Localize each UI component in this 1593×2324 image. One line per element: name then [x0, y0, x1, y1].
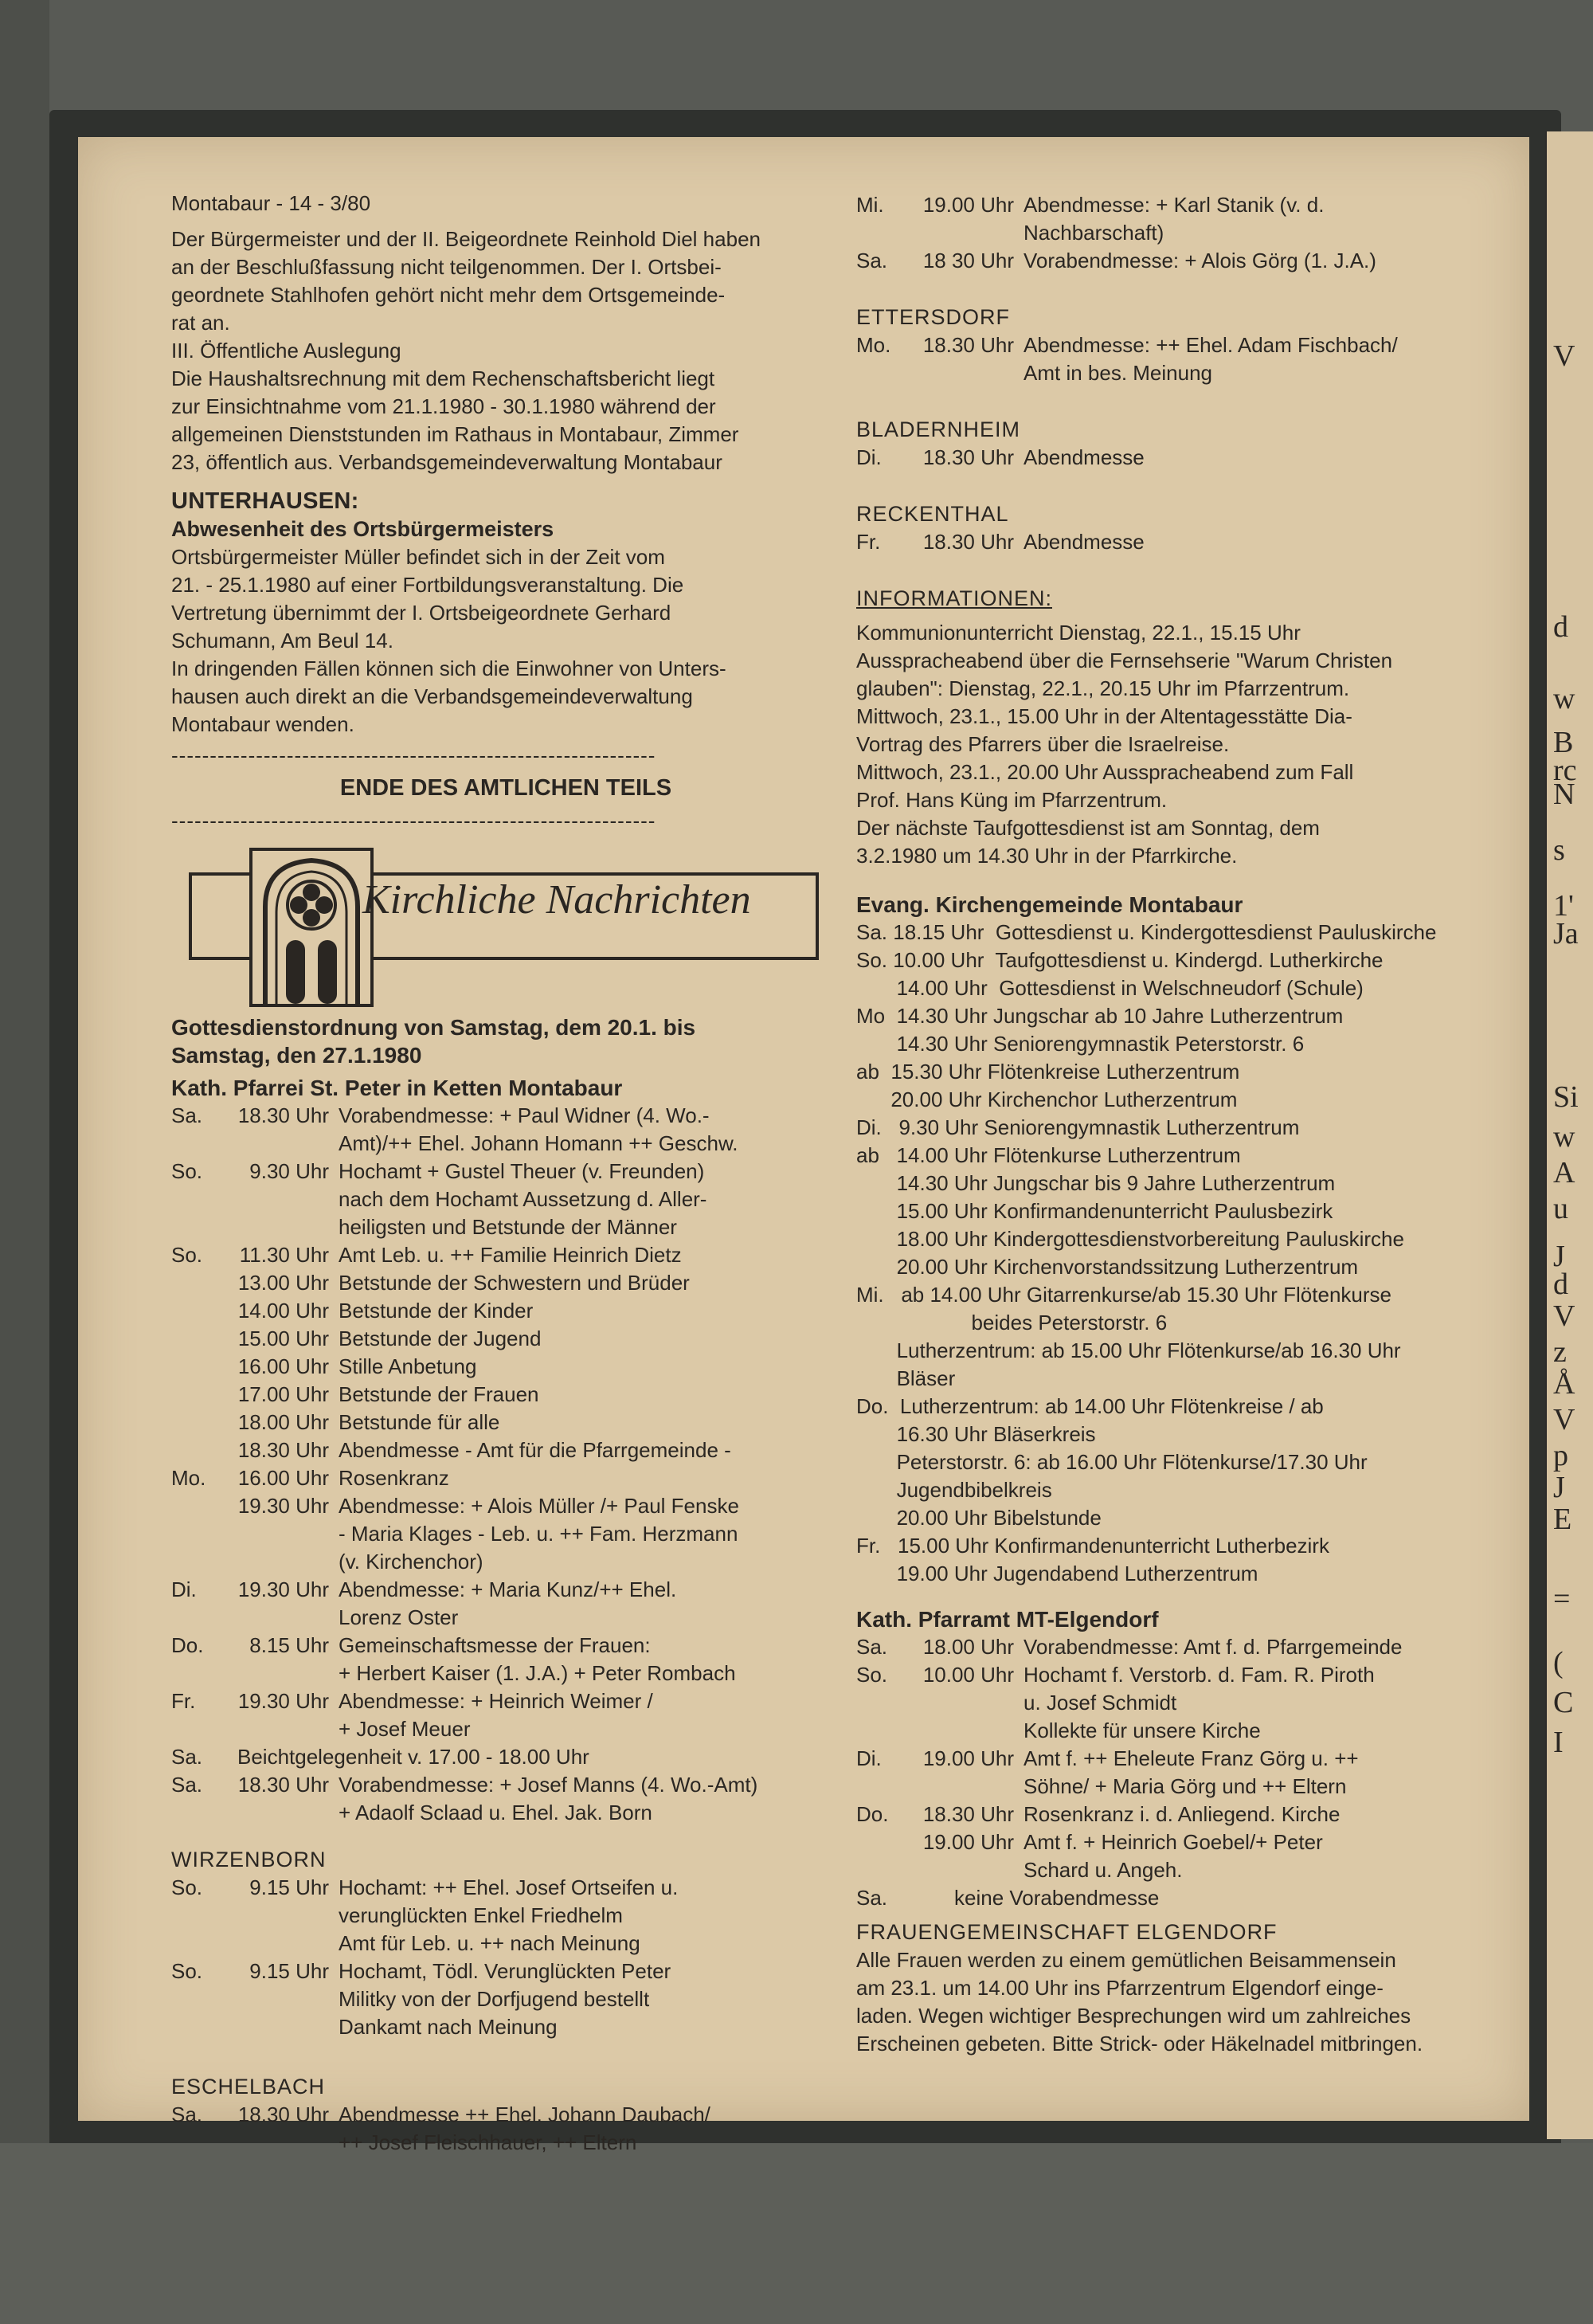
schedule-text: Abendmesse ++ Ehel. Johann Daubach/ ++ Josef Fleischhauer, ++ Eltern	[339, 2103, 710, 2154]
schedule-row	[171, 1409, 840, 1436]
schedule-day: Mo.	[171, 1466, 206, 1490]
schedule-time: 18.30 Uhr	[922, 530, 1014, 554]
schedule-row	[856, 528, 1525, 556]
schedule-row	[171, 1576, 840, 1632]
adjacent-page-fragment: V	[1553, 1403, 1575, 1436]
schedule-time: 9.30 Uhr	[249, 1159, 329, 1183]
schedule-time: 16.00 Uhr	[237, 1466, 329, 1490]
elgendorf-parish-title: Kath. Pfarramt MT-Elgendorf	[856, 1607, 1159, 1632]
schedule-text: Amt Leb. u. ++ Familie Heinrich Dietz	[339, 1243, 682, 1267]
schedule-row	[171, 1743, 840, 1771]
evang-parish-title: Evang. Kirchengemeinde Montabaur	[856, 892, 1243, 917]
bladernheim-title: BLADERNHEIM	[856, 417, 1021, 441]
schedule-text: Hochamt: ++ Ehel. Josef Ortseifen u. verunglückten Enkel Friedhelm Amt für Leb. u. ++ nach Meinung	[339, 1875, 679, 1955]
scan-background-bottom	[0, 2143, 1593, 2324]
schedule-row	[171, 1102, 840, 1158]
schedule-text: Betstunde der Jugend	[339, 1327, 542, 1350]
elgendorf-schedule	[856, 1633, 1525, 1884]
schedule-text: Vorabendmesse: + Josef Manns (4. Wo.-Amt) + Adaolf Sclaad u. Ehel. Jak. Born	[339, 1773, 758, 1824]
schedule-text: Abendmesse: + Karl Stanik (v. d. Nachbarschaft)	[1024, 193, 1325, 245]
reckenthal-title: RECKENTHAL	[856, 502, 1009, 526]
intro-paragraph: Der Bürgermeister und der II. Beigeordnete Reinhold Diel haben an der Beschlußfassung nicht teilgenommen. Der I. Ortsbei- geordnete Stahlhofen gehört nicht mehr dem Ortsgemeinde- rat an.	[171, 227, 761, 335]
schedule-row	[171, 1158, 840, 1241]
schedule-text: Stille Anbetung	[339, 1354, 477, 1378]
schedule-row	[171, 1464, 840, 1492]
schedule-time: 11.30 Uhr	[239, 1243, 329, 1267]
evang-schedule-text: Sa. 18.15 Uhr Gottesdienst u. Kindergottesdienst Pauluskirche So. 10.00 Uhr Taufgottesdienst u. Kindergd. Lutherkirche 14.00 Uhr Gottesdienst in Welschneudorf (Schule) Mo 14.30 Uhr Jungschar ab 10 Jahre Lutherzentrum 14.30 Uhr Seniorengymnastik Peterstorstr. 6 ab 15.30 Uhr Flötenkreise Lutherzentrum 20.00 Uhr Kirchenchor Lutherzentrum Di. 9.30 Uhr Seniorengymnastik Lutherzentrum ab 14.00 Uhr Flötenkurse Lutherzentrum 14.30 Uhr Jungschar bis 9 Jahre Lutherzentrum 15.00 Uhr Konfirmandenunterricht Paulusbezirk 18.00 Uhr Kindergottesdienstvorbereitung Pauluskirche 20.00 Uhr Kirchenvorstandssitzung Lutherzentrum Mi. ab 14.00 Uhr Gitarrenkurse/ab 15.30 Uhr Flötenkurse beides Peterstorstr. 6 Lutherzentrum: ab 15.00 Uhr Flötenkurse/ab 16.30 Uhr Bläser Do. Lutherzentrum: ab 14.00 Uhr Flötenkreise / ab 16.30 Uhr Bläserkreis Peterstorstr. 6: ab 16.00 Uhr Flötenkurse/17.30 Uhr Jugendbibelkreis 20.00 Uhr Bibelstunde Fr. 15.00 Uhr Konfirmandenunterricht Lutherbezirk 19.00 Uhr Jugendabend Lutherzentrum	[856, 920, 1437, 1585]
schedule-day	[171, 1492, 237, 1576]
schedule-text: Vorabendmesse: Amt f. d. Pfarrgemeinde	[1024, 1635, 1403, 1659]
schedule-day	[171, 1325, 237, 1353]
schedule-time: 19.30 Uhr	[237, 1689, 329, 1713]
adjacent-page-fragment: p	[1553, 1439, 1568, 1472]
schedule-text: Abendmesse	[1024, 445, 1145, 469]
separator-line: ---------------------------------------------------------------	[171, 809, 656, 833]
schedule-day: Di.	[171, 1577, 197, 1601]
schedule-text: keine Vorabendmesse	[954, 1886, 1160, 1910]
schedule-text: Betstunde der Schwestern und Brüder	[339, 1271, 690, 1295]
unterhausen-heading: UNTERHAUSEN:	[171, 488, 359, 514]
schedule-row	[171, 1771, 840, 1827]
schedule-day: Fr.	[856, 530, 881, 554]
schedule-day: So.	[856, 1663, 888, 1687]
schedule-row	[856, 331, 1525, 387]
parish-title-st-peter: Kath. Pfarrei St. Peter in Ketten Montabaur	[171, 1076, 623, 1100]
schedule-row	[171, 1492, 840, 1576]
schedule-time: 18.30 Uhr	[922, 1802, 1014, 1826]
schedule-text: Abendmesse	[1024, 530, 1145, 554]
adjacent-page-fragment: s	[1553, 833, 1565, 867]
schedule-time: 19.00 Uhr	[922, 1830, 1014, 1854]
church-window-icon	[249, 848, 374, 1007]
schedule-day: Do.	[856, 1802, 889, 1826]
schedule-text: Hochamt + Gustel Theuer (v. Freunden) nach dem Hochamt Aussetzung d. Aller- heiligsten und Betstunde der Männer	[339, 1159, 707, 1239]
schedule-row	[171, 1381, 840, 1409]
service-order-title: Gottesdienstordnung von Samstag, dem 20.1. bis Samstag, den 27.1.1980	[171, 1015, 696, 1068]
schedule-text: Abendmesse: + Alois Müller /+ Paul Fenske - Maria Klages - Leb. u. ++ Fam. Herzmann (v. Kirchenchor)	[339, 1494, 739, 1574]
schedule-row	[856, 1801, 1525, 1828]
schedule-day: Fr.	[171, 1689, 196, 1713]
schedule-row	[171, 2101, 840, 2157]
frauengemeinschaft-title: FRAUENGEMEINSCHAFT ELGENDORF	[856, 1920, 1278, 1944]
previous-parish-schedule	[856, 191, 1525, 275]
adjacent-page-fragment: z	[1553, 1335, 1567, 1369]
schedule-row	[171, 1269, 840, 1297]
schedule-text: Rosenkranz	[339, 1466, 449, 1490]
section3-title: III. Öffentliche Auslegung	[171, 339, 401, 363]
schedule-text: Vorabendmesse: + Alois Görg (1. J.A.)	[1024, 249, 1376, 272]
informationen-text: Kommunionunterricht Dienstag, 22.1., 15.15 Uhr Ausspracheabend über die Fernsehserie "Warum Christen glauben": Dienstag, 22.1., 20.15 Uhr im Pfarrzentrum. Mittwoch, 23.1., 15.00 Uhr in der Altentagesstätte Dia- Vortrag des Pfarrers über die Israelreise. Mittwoch, 23.1., 20.00 Uhr Ausspracheabend zum Fall Prof. Hans Küng im Pfarrzentrum. Der nächste Taufgottesdienst ist am Sonntag, dem 3.2.1980 um 14.30 Uhr in der Pfarrkirche.	[856, 621, 1393, 868]
schedule-day: So.	[171, 1959, 203, 1983]
schedule-text: Betstunde für alle	[339, 1410, 500, 1434]
schedule-time: 8.15 Uhr	[249, 1633, 329, 1657]
schedule-time: 19.00 Uhr	[922, 1746, 1014, 1770]
schedule-time: 18.30 Uhr	[237, 1773, 329, 1797]
schedule-time: 18.00 Uhr	[237, 1410, 329, 1434]
schedule-row	[171, 1958, 840, 2041]
schedule-text: Betstunde der Kinder	[339, 1299, 534, 1323]
adjacent-page-fragment: J	[1553, 1240, 1565, 1273]
schedule-row	[856, 1745, 1525, 1801]
schedule-day: Sa.	[171, 1103, 203, 1127]
schedule-row	[171, 1297, 840, 1325]
ettersdorf-schedule	[856, 331, 1525, 387]
schedule-row	[856, 1884, 1525, 1912]
schedule-text: Hochamt, Tödl. Verunglückten Peter Militky von der Dorfjugend bestellt Dankamt nach Meinung	[339, 1959, 671, 2039]
schedule-text: Abendmesse: + Heinrich Weimer / + Josef Meuer	[339, 1689, 653, 1741]
schedule-time: 18.00 Uhr	[922, 1635, 1014, 1659]
schedule-time: 18.30 Uhr	[237, 2103, 329, 2126]
adjacent-page-fragment: rc	[1553, 754, 1577, 787]
section3-text: Die Haushaltsrechnung mit dem Rechenschaftsbericht liegt zur Einsichtnahme vom 21.1.1980 - 30.1.1980 während der allgemeinen Dienststunden im Rathaus in Montabaur, Zimmer 23, öffentlich aus. Verbandsgemeindeverwaltung Montabaur	[171, 366, 739, 474]
adjacent-page-fragment: E	[1553, 1503, 1572, 1536]
schedule-time: 14.00 Uhr	[237, 1299, 329, 1323]
schedule-row	[171, 1687, 840, 1743]
frauengemeinschaft-text: Alle Frauen werden zu einem gemütlichen Beisammensein am 23.1. um 14.00 Uhr ins Pfarrzentrum Elgendorf einge- laden. Wegen wichtiger Besprechungen wird um zahlreiches Erscheinen gebeten. Bitte Strick- oder Häkelnadel mitbringen.	[856, 1948, 1423, 2056]
schedule-day	[171, 1409, 237, 1436]
adjacent-page-edge	[1545, 131, 1593, 2139]
schedule-text: Abendmesse: + Maria Kunz/++ Ehel. Lorenz Oster	[339, 1577, 677, 1629]
adjacent-page-fragment: w	[1553, 682, 1575, 715]
schedule-time: 18.30 Uhr	[922, 333, 1014, 357]
adjacent-page-fragment: I	[1553, 1726, 1564, 1759]
schedule-day: So.	[171, 1243, 203, 1267]
schedule-day: Sa.	[171, 1745, 203, 1769]
schedule-day: Sa.	[171, 1773, 203, 1797]
schedule-text: Betstunde der Frauen	[339, 1382, 539, 1406]
schedule-day	[171, 1436, 237, 1464]
eschelbach-title: ESCHELBACH	[171, 2075, 326, 2099]
wirzenborn-title: WIRZENBORN	[171, 1848, 327, 1871]
schedule-time: 18 30 Uhr	[922, 249, 1014, 272]
schedule-time: 19.00 Uhr	[922, 193, 1014, 217]
informationen-title: INFORMATIONEN:	[856, 586, 1052, 610]
schedule-time: 9.15 Uhr	[249, 1959, 329, 1983]
schedule-day: Mi.	[856, 193, 884, 217]
adjacent-page-fragment: 1'	[1553, 889, 1574, 923]
adjacent-page-fragment: d	[1553, 610, 1568, 644]
schedule-time: 17.00 Uhr	[237, 1382, 329, 1406]
schedule-row	[856, 191, 1525, 247]
schedule-day: Mo.	[856, 333, 891, 357]
adjacent-page-fragment: A	[1553, 1156, 1575, 1189]
adjacent-page-fragment: V	[1553, 339, 1575, 373]
schedule-day: So.	[171, 1159, 203, 1183]
schedule-row	[171, 1353, 840, 1381]
schedule-day: Sa.	[856, 249, 888, 272]
unterhausen-subheading: Abwesenheit des Ortsbürgermeisters	[171, 517, 554, 541]
schedule-text: Abendmesse - Amt für die Pfarrgemeinde -	[339, 1438, 731, 1462]
schedule-text: Rosenkranz i. d. Anliegend. Kirche	[1024, 1802, 1341, 1826]
adjacent-page-fragment: Å	[1553, 1367, 1575, 1401]
reckenthal-schedule	[856, 528, 1525, 556]
adjacent-page-fragment: w	[1553, 1120, 1575, 1154]
schedule-row	[856, 1828, 1525, 1884]
schedule-row	[171, 1325, 840, 1353]
adjacent-page-fragment: V	[1553, 1299, 1575, 1333]
schedule-day: Di.	[856, 445, 882, 469]
schedule-day: Do.	[171, 1633, 204, 1657]
schedule-time: 10.00 Uhr	[922, 1663, 1014, 1687]
adjacent-page-fragment: d	[1553, 1268, 1568, 1301]
schedule-row	[856, 1661, 1525, 1745]
schedule-time: 19.30 Uhr	[237, 1494, 329, 1518]
schedule-day: Sa.	[856, 1886, 888, 1910]
schedule-row	[171, 1632, 840, 1687]
schedule-day	[171, 1381, 237, 1409]
schedule-time: 13.00 Uhr	[237, 1271, 329, 1295]
bladernheim-schedule	[856, 444, 1525, 472]
schedule-time: 19.30 Uhr	[237, 1577, 329, 1601]
scan-background	[0, 0, 49, 2324]
schedule-row	[171, 1241, 840, 1269]
kirchliche-nachrichten-banner	[171, 846, 840, 1005]
schedule-day	[856, 1828, 922, 1884]
schedule-row	[856, 444, 1525, 472]
separator-line: ---------------------------------------------------------------	[171, 743, 656, 767]
schedule-text: Hochamt f. Verstorb. d. Fam. R. Piroth u. Josef Schmidt Kollekte für unsere Kirche	[1024, 1663, 1375, 1742]
schedule-day	[171, 1297, 237, 1325]
ettersdorf-title: ETTERSDORF	[856, 305, 1011, 329]
page-header: Montabaur - 14 - 3/80	[171, 191, 371, 215]
schedule-text: Amt f. + Heinrich Goebel/+ Peter Schard u. Angeh.	[1024, 1830, 1323, 1882]
adjacent-page-fragment: Si	[1553, 1080, 1579, 1114]
schedule-text: Amt f. ++ Eheleute Franz Görg u. ++ Söhne/ + Maria Görg und ++ Eltern	[1024, 1746, 1359, 1798]
right-column	[856, 191, 1525, 2058]
schedule-day	[171, 1269, 237, 1297]
schedule-row	[171, 1874, 840, 1958]
end-official-section-title: ENDE DES AMTLICHEN TEILS	[339, 775, 672, 801]
wirzenborn-schedule	[171, 1874, 840, 2041]
schedule-text: Gemeinschaftsmesse der Frauen: + Herbert Kaiser (1. J.A.) + Peter Rombach	[339, 1633, 736, 1685]
adjacent-page-fragment: u	[1553, 1192, 1568, 1225]
confession-text: Beichtgelegenheit v. 17.00 - 18.00 Uhr	[237, 1745, 589, 1769]
schedule-time: 9.15 Uhr	[249, 1875, 329, 1899]
schedule-time: 18.30 Uhr	[237, 1438, 329, 1462]
schedule-row	[171, 1436, 840, 1464]
schedule-day: Sa.	[856, 1635, 888, 1659]
schedule-text: Vorabendmesse: + Paul Widner (4. Wo.- Amt)/++ Ehel. Johann Homann ++ Geschw.	[339, 1103, 738, 1155]
adjacent-page-fragment: C	[1553, 1686, 1574, 1719]
schedule-day	[171, 1353, 237, 1381]
schedule-day: So.	[171, 1875, 203, 1899]
schedule-row	[856, 247, 1525, 275]
eschelbach-schedule	[171, 2101, 840, 2157]
unterhausen-text: Ortsbürgermeister Müller befindet sich in der Zeit vom 21. - 25.1.1980 auf einer Fortbildungsveranstaltung. Die Vertretung übernimmt der I. Ortsbeigeordnete Gerhard Schumann, Am Beul 14. In dringenden Fällen können sich die Einwohner von Unters- hausen auch direkt an die Verbandsgemeindeverwaltung Montabaur wenden.	[171, 545, 726, 736]
adjacent-page-fragment: J	[1553, 1471, 1565, 1504]
schedule-time: 18.30 Uhr	[237, 1103, 329, 1127]
banner-title: Kirchliche Nachrichten	[362, 877, 751, 923]
schedule-time: 15.00 Uhr	[237, 1327, 329, 1350]
schedule-day: Sa.	[171, 2103, 203, 2126]
schedule-day: Di.	[856, 1746, 882, 1770]
adjacent-page-fragment: Ja	[1553, 917, 1579, 950]
schedule-time: 16.00 Uhr	[237, 1354, 329, 1378]
adjacent-page-fragment: B	[1553, 726, 1574, 759]
adjacent-page-fragment: =	[1553, 1582, 1571, 1616]
schedule-row	[856, 1633, 1525, 1661]
schedule-time: 18.30 Uhr	[922, 445, 1014, 469]
schedule-text: Abendmesse: ++ Ehel. Adam Fischbach/ Amt in bes. Meinung	[1024, 333, 1398, 385]
adjacent-page-fragment: N	[1553, 778, 1575, 811]
left-column	[171, 190, 840, 2157]
st-peter-schedule	[171, 1102, 840, 1743]
adjacent-page-fragment: (	[1553, 1646, 1564, 1679]
